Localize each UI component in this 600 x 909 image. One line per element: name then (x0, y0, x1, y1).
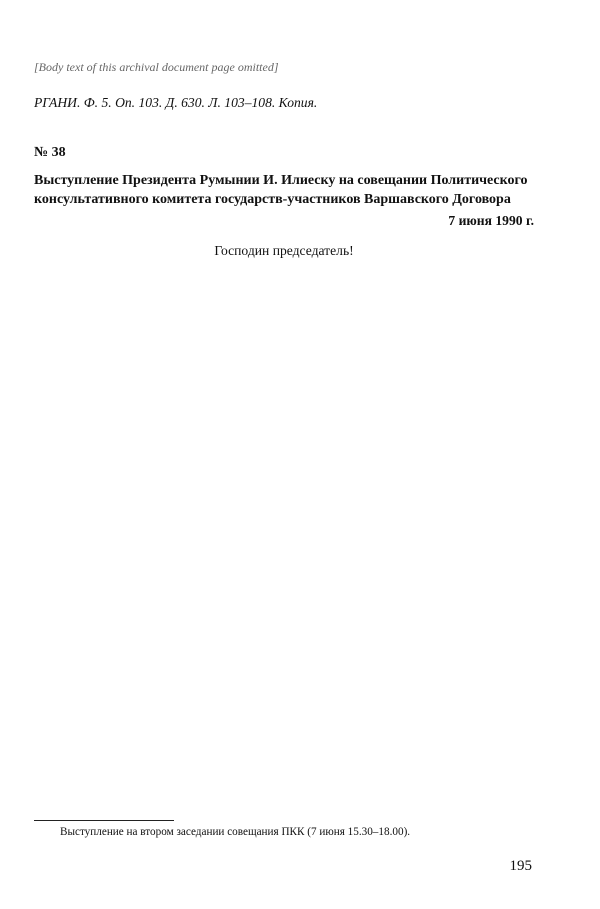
salutation: Господин председатель! (214, 243, 354, 258)
archive-source-reference: РГАНИ. Ф. 5. Оп. 103. Д. 630. Л. 103–108. Копия. (34, 95, 318, 110)
document-title: Выступление Президента Румынии И. Илиеску на совещании Политического консультативного комитета государств-участников Варшавского Договора (34, 173, 528, 207)
document-date: 7 июня 1990 г. (448, 213, 534, 228)
page-number: 195 (509, 858, 532, 874)
document-number: № 38 (34, 145, 66, 160)
footnote-divider (34, 820, 174, 821)
footnote: Выступление на втором заседании совещания ПКК (7 июня 15.30–18.00). (60, 826, 411, 838)
document-page (34, 40, 534, 259)
omitted-body-note: [Body text of this archival document page omitted] (34, 60, 279, 74)
